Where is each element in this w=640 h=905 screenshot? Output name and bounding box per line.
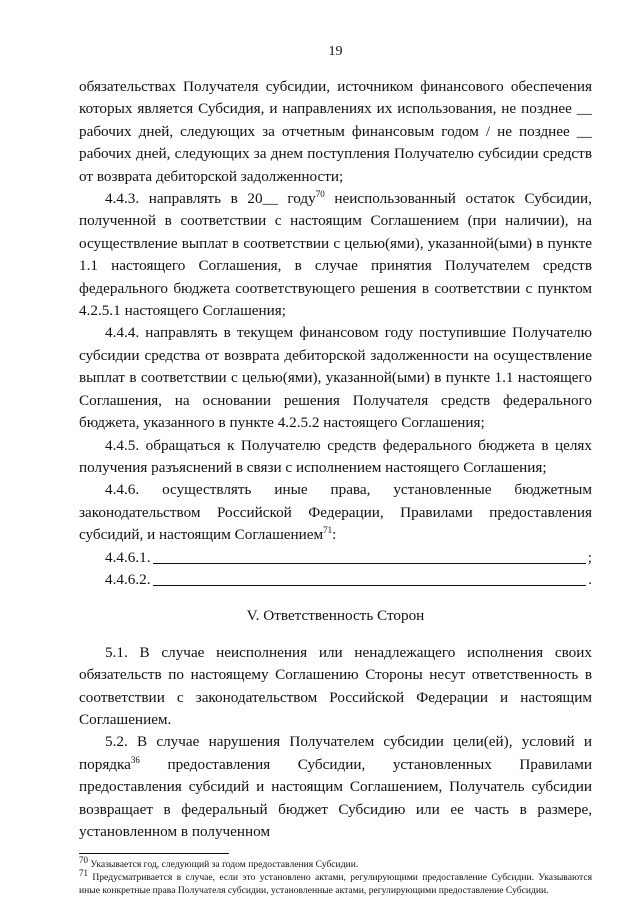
fill-line-label: 4.4.6.1. bbox=[105, 548, 151, 566]
footnote-mark: 71 bbox=[79, 868, 88, 879]
paragraph-5-2 bbox=[79, 731, 592, 843]
main-text bbox=[79, 76, 592, 843]
paragraph-4-4-6-colon: : bbox=[332, 526, 337, 544]
footnote-70 bbox=[79, 855, 592, 871]
paragraph-continuation: обязательствах Получателя субсидии, источником финансового обеспечения которых является Субсидия, и направлениях их использования, не позднее __ рабочих дней, следующих за отчетным финансовым годом / не позднее __ рабочих дней, следующих за днем поступления Получателю субсидии средств от возврата дебиторской задолженности; bbox=[79, 78, 592, 185]
footnotes bbox=[79, 855, 592, 897]
paragraph-5-1: 5.1. В случае неисполнения или ненадлежащего исполнения своих обязательств по настоящему Соглашению Стороны несут ответственность в соответствии с законодательством Российской Федерации и настоящим Соглашением. bbox=[79, 643, 592, 728]
footnote-mark: 70 bbox=[79, 855, 88, 866]
footnote-ref-36: 36 bbox=[130, 754, 140, 765]
footnote-divider bbox=[79, 853, 229, 854]
fill-line-label: 4.4.6.2. bbox=[105, 570, 151, 588]
footnote-ref-70: 70 bbox=[315, 188, 325, 199]
paragraph-4-4-6 bbox=[79, 479, 592, 546]
footnote-text: Предусматривается в случае, если это установлено актами, регулирующими предоставление Субсидии. Указываются иные конкретные права Получателя субсидии, установленные актами, регулирующими предоставление Субсидии. bbox=[79, 872, 592, 897]
paragraph-5-2-text-start: 5.2. В случае нарушения Получателем субсидии цели(ей), условий и порядка bbox=[79, 733, 592, 773]
fill-line-4-4-6-1 bbox=[79, 547, 592, 569]
blank-underline bbox=[153, 563, 586, 564]
footnote-ref-71: 71 bbox=[323, 525, 333, 536]
blank-underline bbox=[153, 585, 587, 586]
paragraph-4-4-5: 4.4.5. обращаться к Получателю средств федерального бюджета в целях получения разъяснений в связи с исполнением настоящего Соглашения; bbox=[79, 436, 592, 476]
footnote-71 bbox=[79, 868, 592, 897]
fill-line-end: ; bbox=[587, 548, 592, 566]
paragraph-5-2-text-end: предоставления Субсидии, установленных Правилами предоставления субсидий и настоящим Соглашением, Получатель субсидии возвращает в федеральный бюджет Субсидию или ее часть в размере, установленном в полученном bbox=[79, 755, 592, 840]
paragraph-4-4-4: 4.4.4. направлять в текущем финансовом году поступившие Получателю субсидии средства от возврата дебиторской задолженности на осуществление выплат в соответствии с целью(ями), указанной(ыми) в пункте 1.1 настоящего Соглашения, на основании решения Получателя средств федерального бюджета, указанного в пункте 4.2.5.2 настоящего Соглашения; bbox=[79, 324, 592, 432]
paragraph-4-4-3-text-start: 4.4.3. направлять в 20__ году bbox=[105, 190, 316, 208]
paragraph-4-4-3-text-end: неиспользованный остаток Субсидии, полученной в соответствии с настоящим Соглашением (при наличии), на осуществление выплат в соответствии с целью(ями), указанной(ыми) в пункте 1.1 настоящего Соглашения, в случае принятия Получателем средств федерального бюджета соответствующего решения в соответствии с пунктом 4.2.5.1 настоящего Соглашения; bbox=[79, 190, 592, 320]
fill-line-4-4-6-2 bbox=[79, 569, 592, 591]
section-heading: V. Ответственность Сторон bbox=[246, 607, 425, 625]
fill-line-end: . bbox=[588, 570, 592, 588]
page-number: 19 bbox=[328, 44, 343, 59]
paragraph-4-4-3 bbox=[79, 188, 592, 322]
footnote-text: Указывается год, следующий за годом предоставления Субсидии. bbox=[88, 859, 359, 871]
paragraph-4-4-6-text: 4.4.6. осуществлять иные права, установленные бюджетным законодательством Российской Федерации, Правилами предоставления субсидий, и настоящим Соглашением bbox=[79, 481, 592, 544]
